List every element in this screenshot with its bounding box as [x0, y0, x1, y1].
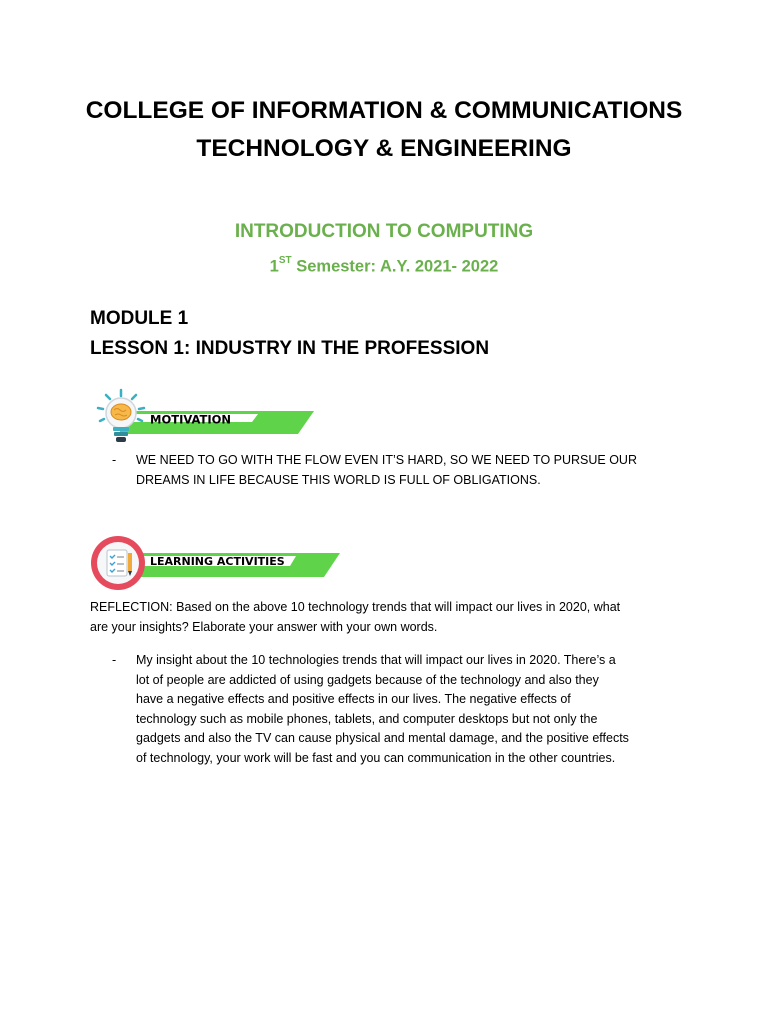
answer-line: lot of people are addicted of using gadgets because of the technology and also they — [136, 672, 599, 687]
checklist-icon — [91, 536, 145, 590]
answer-line: of technology, your work will be fast and you can communication in the other countries. — [136, 750, 616, 765]
reflection-prompt — [90, 598, 690, 637]
motivation-banner-label: MOTIVATION — [150, 412, 231, 427]
semester-superscript: ST — [278, 255, 292, 266]
answer-line: technology such as mobile phones, tablets, and computer desktops but not only the — [136, 711, 598, 726]
semester-number: 1 — [269, 257, 279, 276]
module-title: MODULE 1 — [90, 308, 189, 329]
motivation-text-line: WE NEED TO GO WITH THE FLOW EVEN IT’S HARD, SO WE NEED TO PURSUE OUR — [136, 453, 637, 467]
answer-line: My insight about the 10 technologies trends that will impact our lives in 2020. There’s a — [136, 653, 616, 667]
motivation-text-line: DREAMS IN LIFE BECAUSE THIS WORLD IS FULL OF OBLIGATIONS. — [136, 472, 541, 487]
reflection-line: are your insights? Elaborate your answer with your own words. — [90, 619, 438, 634]
lesson-title: LESSON 1: INDUSTRY IN THE PROFESSION — [90, 338, 490, 359]
learning-banner-label: LEARNING ACTIVITIES — [150, 555, 285, 568]
semester-info — [0, 250, 768, 280]
semester-year: Semester: A.Y. 2021- 2022 — [291, 257, 499, 276]
learning-activities-banner — [90, 533, 344, 593]
motivation-banner — [92, 388, 322, 450]
course-title: INTRODUCTION TO COMPUTING — [234, 221, 534, 242]
motivation-text — [136, 451, 676, 490]
college-name — [0, 92, 768, 168]
answer-line: gadgets and also the TV can cause physical and mental damage, and the positive effects — [136, 731, 629, 745]
reflection-line: REFLECTION: Based on the above 10 technology trends that will impact our lives in 2020, what — [90, 600, 621, 614]
college-name-line2: TECHNOLOGY & ENGINEERING — [196, 135, 572, 162]
bullet-dash: - — [112, 653, 117, 667]
answer-line: have a negative effects and positive effects in our lives. The negative effects of — [136, 692, 571, 706]
college-name-line1: COLLEGE OF INFORMATION & COMMUNICATIONS — [85, 97, 683, 124]
answer-text — [136, 651, 696, 768]
bullet-dash: - — [112, 453, 117, 467]
